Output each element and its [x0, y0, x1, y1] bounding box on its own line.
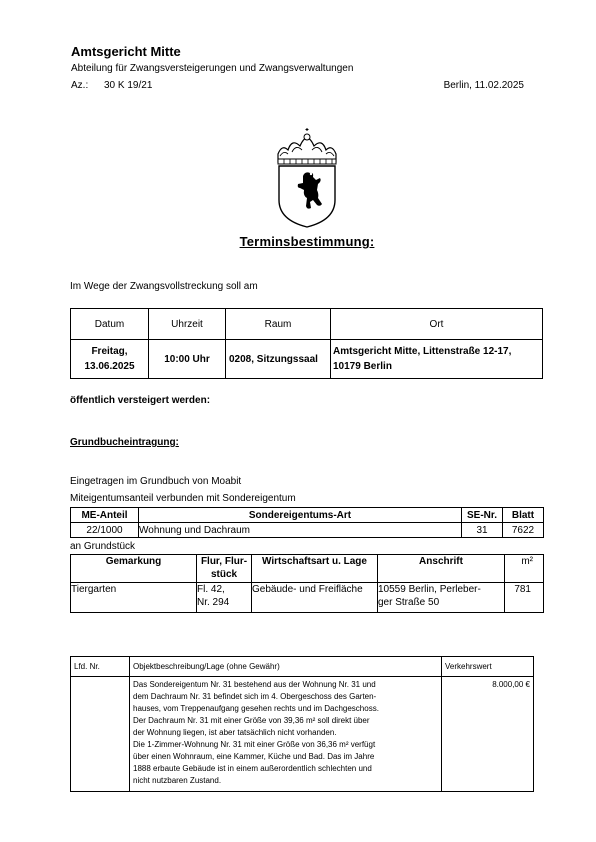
column-header-district: Gemarkung: [71, 555, 197, 583]
parcel-value: [197, 583, 252, 613]
se-number-value: 31: [462, 523, 503, 538]
description-line: nicht nutzbaren Zustand.: [133, 776, 222, 785]
description-line: der Wohnung liegen, ist aber tatsächlich nicht vorhanden.: [133, 728, 337, 737]
area-value: 781: [505, 583, 544, 613]
description-cell: [130, 677, 442, 792]
description-line: Der Dachraum Nr. 31 mit einer Größe von 39,36 m² soll direkt über: [133, 716, 370, 725]
column-header-type: Sondereigentums-Art: [139, 508, 462, 523]
column-header-area: m²: [505, 555, 544, 583]
column-header-address: Anschrift: [378, 555, 505, 583]
column-header-description: Objektbeschreibung/Lage (ohne Gewähr): [130, 657, 442, 677]
description-line: 1888 erbaute Gebäude ist in einem außerordentlich schlechten und: [133, 764, 372, 773]
market-value: 8.000,00 €: [442, 677, 534, 792]
co-ownership-line: Miteigentumsanteil verbunden mit Sondereigentum: [70, 493, 296, 504]
parcel-header-line1: Flur, Flur-: [200, 556, 248, 567]
department-name: Abteilung für Zwangsversteigerungen und Zwangsverwaltungen: [71, 63, 354, 74]
column-header-se-number: SE-Nr.: [462, 508, 503, 523]
column-header-market-value: Verkehrswert: [442, 657, 534, 677]
appointment-place: [331, 340, 543, 379]
appointment-place-line1: Amtsgericht Mitte, Littenstraße 12-17,: [333, 346, 512, 357]
column-header-place: Ort: [331, 309, 543, 340]
column-header-share: ME-Anteil: [71, 508, 139, 523]
description-line: Das Sondereigentum Nr. 31 bestehend aus der Wohnung Nr. 31 und: [133, 680, 376, 689]
berlin-coat-of-arms-icon: [270, 128, 344, 228]
appointment-date: [71, 340, 149, 379]
column-header-time: Uhrzeit: [149, 309, 226, 340]
table-row: [71, 523, 544, 538]
parcel-value-line1: Fl. 42,: [197, 584, 225, 595]
number-cell: [71, 677, 130, 792]
appointment-time: 10:00 Uhr: [149, 340, 226, 379]
description-line: dem Dachraum Nr. 31 befindet sich im 4. Obergeschoss des Garten-: [133, 692, 377, 701]
parcel-header-line2: stück: [210, 569, 238, 580]
parcel-value-line2: Nr. 294: [197, 597, 230, 608]
property-intro-line: an Grundstück: [70, 541, 136, 552]
intro-text: Im Wege der Zwangsvollstreckung soll am: [70, 281, 258, 292]
co-ownership-table: [70, 507, 544, 538]
appointment-place-line2: 10179 Berlin: [333, 361, 392, 372]
page-title: Terminsbestimmung:: [239, 234, 375, 249]
table-row: [71, 583, 544, 613]
auction-statement: öffentlich versteigert werden:: [70, 395, 211, 406]
column-header-usage: Wirtschaftsart u. Lage: [252, 555, 378, 583]
usage-value: Gebäude- und Freifläche: [252, 583, 378, 613]
district-value: Tiergarten: [71, 583, 197, 613]
description-line: Die 1-Zimmer-Wohnung Nr. 31 mit einer Größe von 36,36 m² verfügt: [133, 740, 376, 749]
column-header-parcel: [197, 555, 252, 583]
appointment-table: [70, 308, 543, 379]
share-value: 22/1000: [71, 523, 139, 538]
property-table: [70, 554, 544, 613]
object-description-table: [70, 656, 534, 792]
table-row: [71, 677, 534, 792]
address-value: [378, 583, 505, 613]
appointment-day: 13.06.2025: [84, 361, 135, 372]
address-line2: ger Straße 50: [378, 597, 440, 608]
court-name: Amtsgericht Mitte: [71, 44, 181, 59]
address-line1: 10559 Berlin, Perleber-: [378, 584, 481, 595]
appointment-weekday: Freitag,: [91, 346, 128, 357]
description-line: über einen Wohnraum, eine Kammer, Küche und Bad. Das im Jahre: [133, 752, 375, 761]
column-header-room: Raum: [226, 309, 331, 340]
type-value: Wohnung und Dachraum: [139, 523, 462, 538]
land-register-heading: Grundbucheintragung:: [70, 437, 179, 448]
column-header-sheet: Blatt: [503, 508, 544, 523]
column-header-date: Datum: [71, 309, 149, 340]
case-number: 30 K 19/21: [104, 80, 153, 91]
description-line: hauses, vom Treppenaufgang gesehen rechts und im Dachgeschoss.: [133, 704, 379, 713]
land-register-line: Eingetragen im Grundbuch von Moabit: [70, 476, 242, 487]
place-and-date: Berlin, 11.02.2025: [443, 80, 524, 91]
case-number-label: Az.:: [71, 80, 89, 91]
column-header-number: Lfd. Nr.: [71, 657, 130, 677]
sheet-value: 7622: [503, 523, 544, 538]
appointment-room: 0208, Sitzungssaal: [226, 340, 331, 379]
